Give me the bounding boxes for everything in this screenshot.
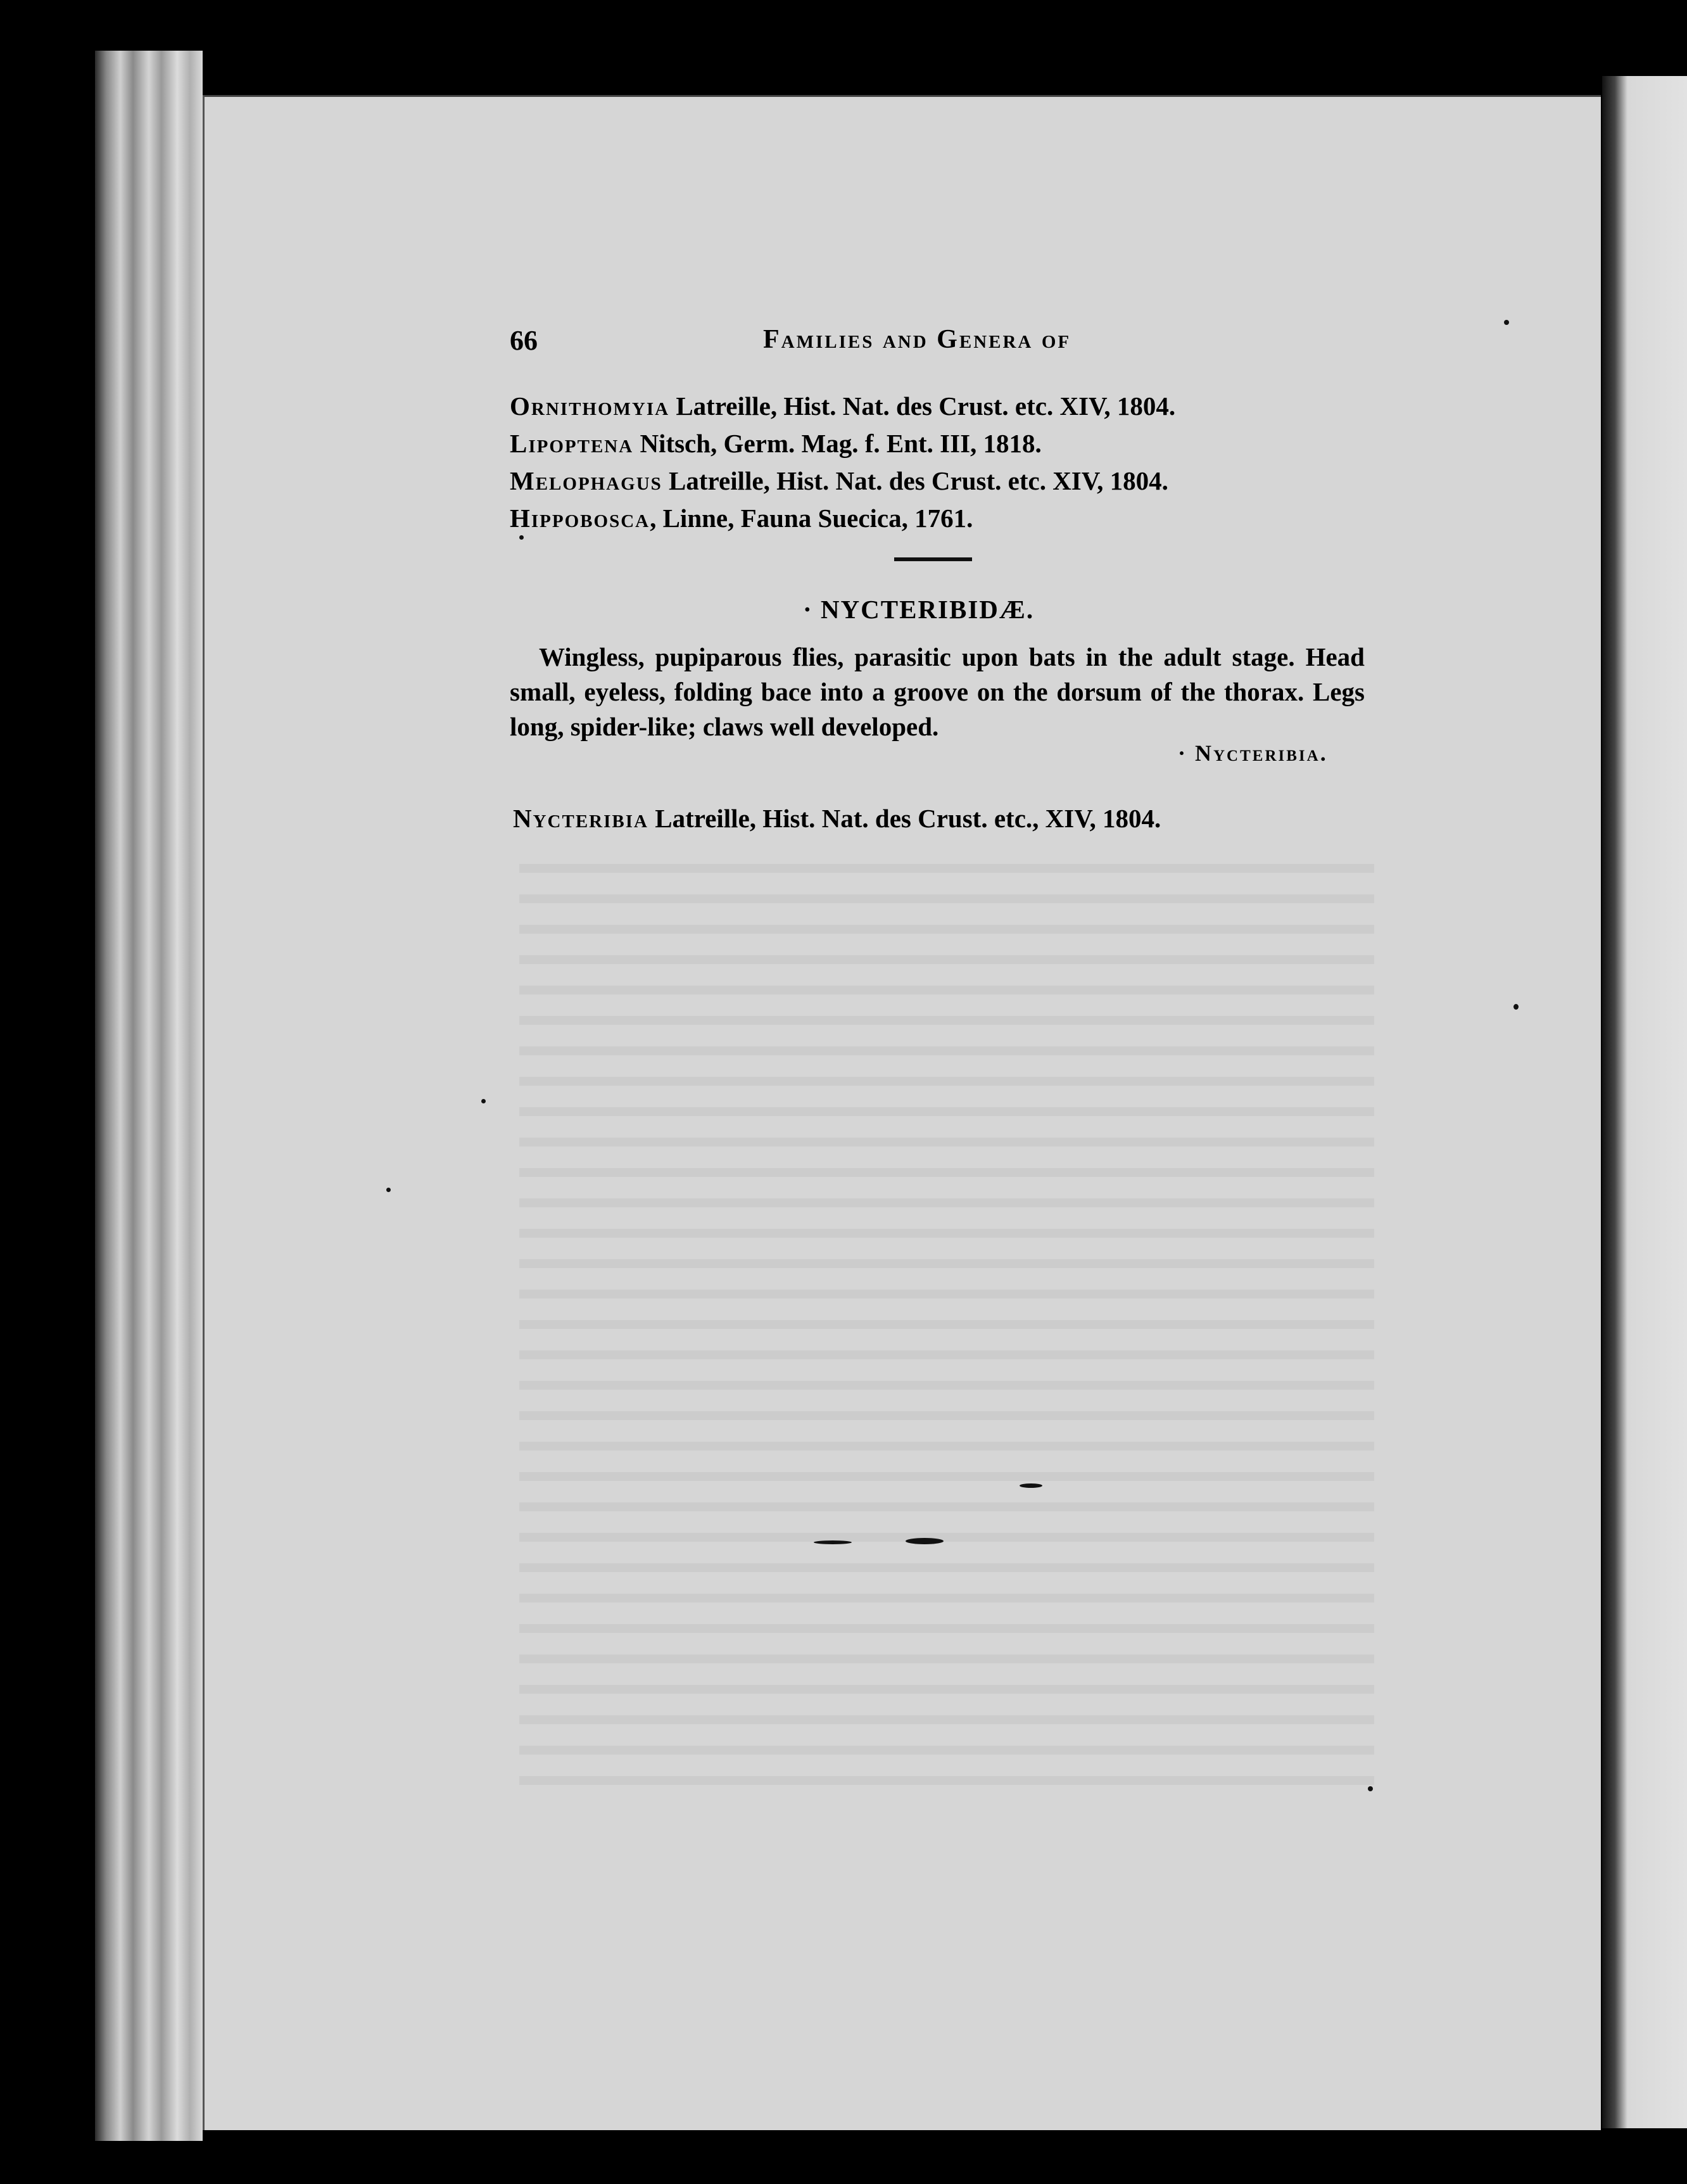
genus-entry bbox=[510, 388, 1396, 425]
genus-name: Hippobosca bbox=[510, 504, 650, 533]
book-page-edges bbox=[95, 51, 203, 2141]
genus-entry bbox=[510, 425, 1396, 462]
genus-entry bbox=[513, 803, 1161, 834]
genus-list bbox=[510, 388, 1396, 537]
ink-speck bbox=[814, 1540, 852, 1544]
genus-citation: Nitsch, Germ. Mag. f. Ent. III, 1818. bbox=[633, 429, 1042, 458]
family-heading: · NYCTERIBIDÆ. bbox=[803, 595, 1035, 624]
genus-citation: Latreille, Hist. Nat. des Crust. etc. XIV, 1804. bbox=[662, 466, 1168, 495]
genus-name: Nycteribia bbox=[513, 804, 648, 833]
key-genus-label: · Nycteribia. bbox=[1178, 740, 1328, 766]
genus-entry bbox=[510, 500, 1396, 537]
running-header bbox=[510, 324, 1396, 362]
ink-speck bbox=[906, 1538, 944, 1544]
running-title: Families and Genera of bbox=[763, 325, 1071, 354]
ink-speck bbox=[386, 1188, 391, 1192]
page-number: 66 bbox=[510, 325, 538, 356]
genus-citation: Latreille, Hist. Nat. des Crust. etc. XIV, 1804. bbox=[669, 391, 1176, 421]
ink-speck bbox=[1504, 320, 1509, 325]
genus-citation: , Linne, Fauna Suecica, 1761. bbox=[650, 504, 973, 533]
ink-speck bbox=[1020, 1483, 1042, 1488]
show-through-text bbox=[519, 842, 1374, 1793]
family-description: Wingless, pupiparous flies, parasitic upon bats in the adult stage. Head small, eyeless, folding bace into a groove on the dorsum of the thorax. Legs long, spider-like; claws well developed. bbox=[510, 642, 1365, 741]
section-divider-rule bbox=[894, 557, 972, 561]
ink-speck bbox=[1368, 1786, 1373, 1791]
ink-speck bbox=[1513, 1004, 1519, 1010]
genus-name: Lipoptena bbox=[510, 429, 634, 458]
ink-speck bbox=[481, 1099, 486, 1103]
genus-citation: Latreille, Hist. Nat. des Crust. etc., XIV, 1804. bbox=[648, 804, 1161, 833]
ink-speck bbox=[519, 535, 524, 540]
genus-name: Ornithomyia bbox=[510, 391, 670, 421]
genus-entry bbox=[510, 462, 1396, 500]
facing-page-edge bbox=[1602, 76, 1687, 2128]
genus-name: Melophagus bbox=[510, 466, 662, 495]
